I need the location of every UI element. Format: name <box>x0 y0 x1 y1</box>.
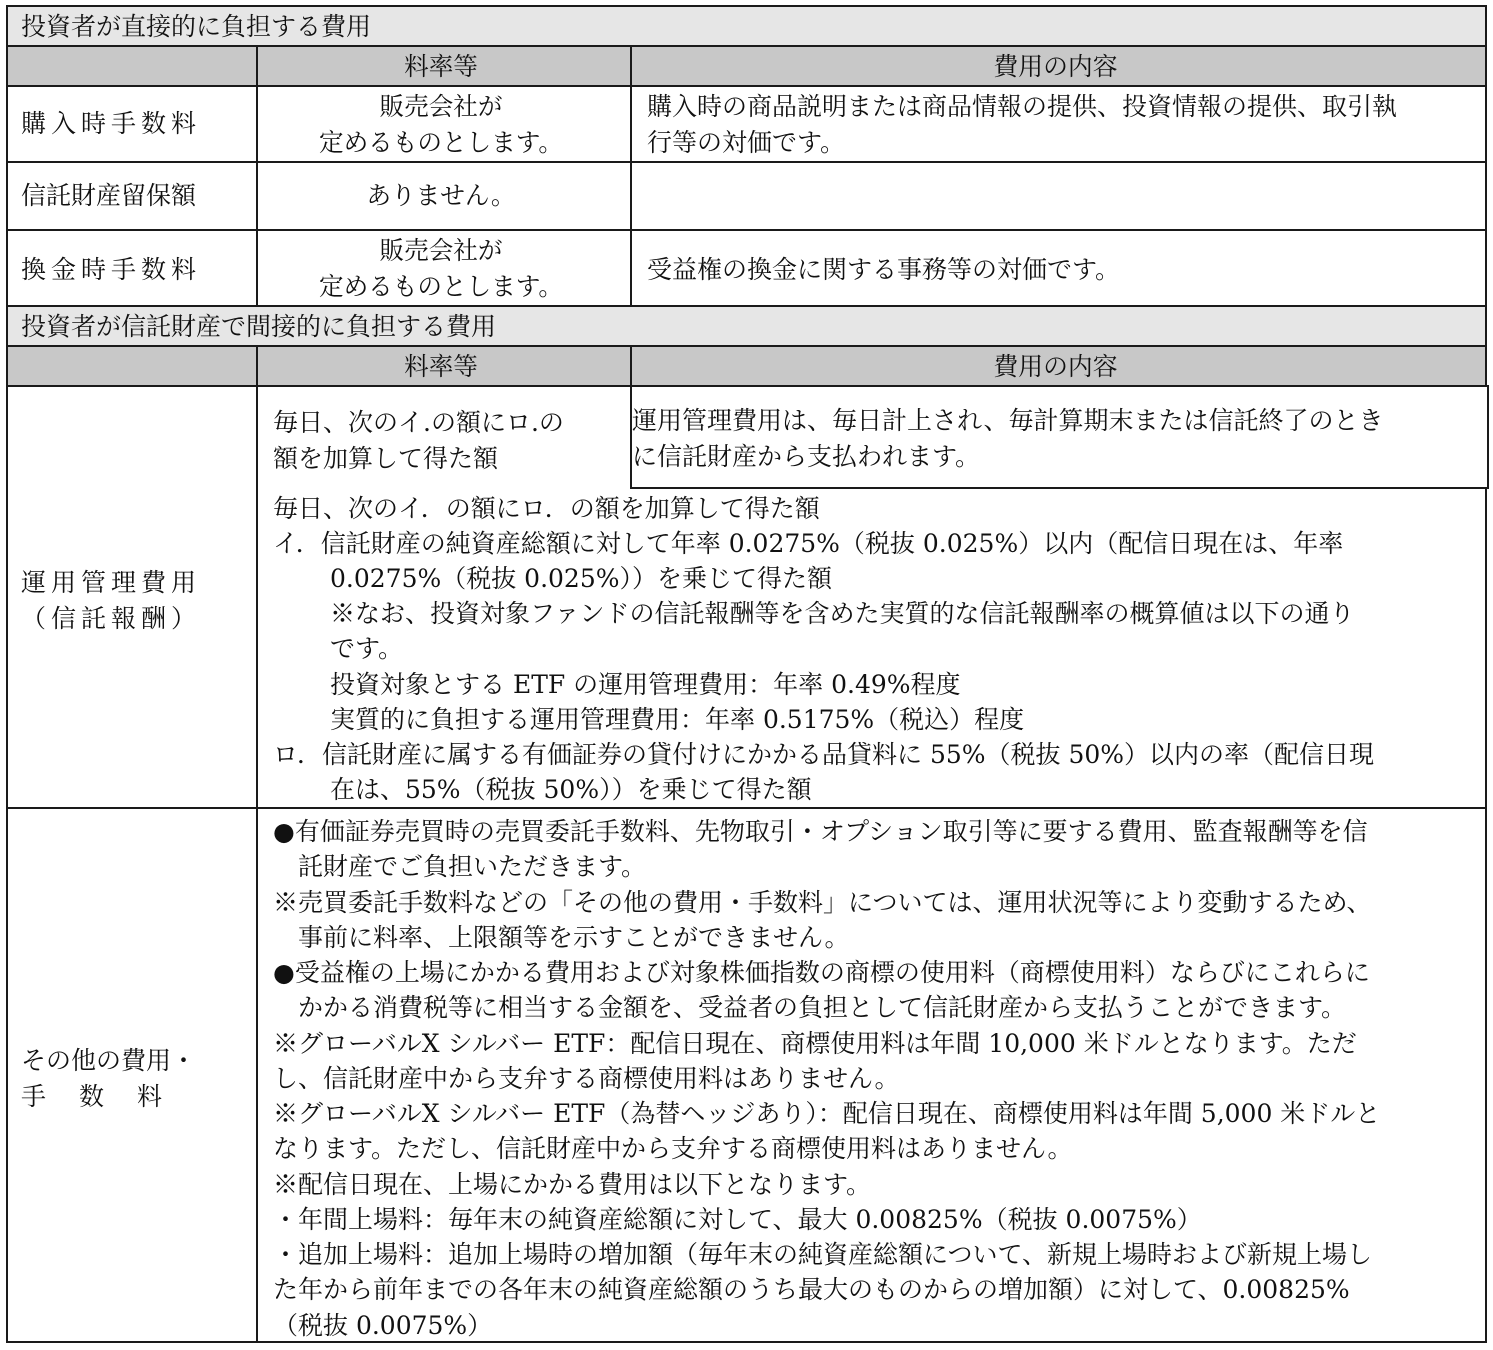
purchase-fee-content-line: 行等の対価です。 <box>647 128 846 157</box>
purchase-fee-content-cell <box>630 85 1487 163</box>
redemption-fee-rate-line: 販売会社が <box>379 236 503 265</box>
redemption-fee-content-cell <box>630 229 1487 307</box>
retention-rate-text: ありません。 <box>366 181 516 210</box>
other-fees-line: かかる消費税等に相当する金額を、受益者の負担として信託財産から支払うことができます。 <box>298 993 1347 1022</box>
purchase-fee-rate-cell <box>256 85 632 163</box>
direct-fees-section-title <box>6 5 1487 47</box>
management-fee-label-line: 運用管理費用 <box>21 568 202 597</box>
management-fee-rate-line: 毎日、次のイ.の額にロ.の <box>273 408 564 437</box>
other-fees-line: し、信託財産中から支弁する商標使用料はありません。 <box>273 1064 900 1093</box>
other-fees-line: ※グローバルX シルバー ETF（為替ヘッジあり）：配信日現在、商標使用料は年間 5,000 米ドルと <box>273 1099 1381 1128</box>
indirect-header-content-text: 費用の内容 <box>993 352 1118 381</box>
management-fee-content-box <box>630 385 1489 489</box>
management-fee-detail-line: 在は、55%（税抜 50%））を乗じて得た額 <box>330 775 812 804</box>
management-fee-detail-line: 実質的に負担する運用管理費用：年率 0.5175%（税込）程度 <box>330 705 1025 734</box>
management-fee-content-line: 運用管理費用は、毎日計上され、毎計算期末または信託終了のとき <box>632 406 1384 435</box>
management-fee-content-line: に信託財産から支払われます。 <box>632 442 981 471</box>
management-fee-detail-line: 毎日、次のイ．の額にロ．の額を加算して得た額 <box>273 494 820 523</box>
purchase-fee-rate-line: 定めるものとします。 <box>318 128 564 157</box>
other-fees-label-line: 手 数 料 <box>21 1082 167 1111</box>
indirect-header-content-cell <box>630 345 1487 387</box>
other-fees-line: 託財産でご負担いただきます。 <box>298 852 647 881</box>
other-fees-line: ・年間上場料：毎年末の純資産総額に対して、最大 0.00825%（税抜 0.0075%） <box>273 1205 1202 1234</box>
indirect-fees-title-text: 投資者が信託財産で間接的に負担する費用 <box>21 312 497 341</box>
other-fees-label-line: その他の費用・ <box>21 1046 197 1075</box>
purchase-fee-rate-line: 販売会社が <box>379 92 503 121</box>
purchase-fee-label-cell <box>6 85 258 163</box>
other-fees-line: ・追加上場料：追加上場時の増加額（毎年末の純資産総額について、新規上場時および新規上場し <box>273 1240 1373 1269</box>
direct-fees-title-text: 投資者が直接的に負担する費用 <box>21 12 372 41</box>
management-fee-detail-line: ※なお、投資対象ファンドの信託報酬等を含めた実質的な信託報酬率の概算値は以下の通り <box>330 599 1355 628</box>
other-fees-line: た年から前年までの各年末の純資産総額のうち最大のものからの増加額）に対して、0.00825% <box>273 1275 1350 1304</box>
other-fees-line: なります。ただし、信託財産中から支弁する商標使用料はありません。 <box>273 1134 1073 1163</box>
redemption-fee-rate-line: 定めるものとします。 <box>318 272 564 301</box>
redemption-fee-rate-cell <box>256 229 632 307</box>
other-fees-label-cell <box>6 807 258 1343</box>
indirect-header-rate-cell <box>256 345 632 387</box>
other-fees-line: （税抜 0.0075%） <box>273 1311 493 1340</box>
other-fees-line: ●有価証券売買時の売買委託手数料、先物取引・オプション取引等に要する費用、監査報酬等を信 <box>273 817 1368 846</box>
purchase-fee-label: 購入時手数料 <box>21 109 202 138</box>
direct-header-rate-text: 料率等 <box>404 52 478 81</box>
other-fees-line: ※配信日現在、上場にかかる費用は以下となります。 <box>273 1170 872 1199</box>
retention-label: 信託財産留保額 <box>21 181 197 210</box>
direct-header-rate-cell <box>256 45 632 87</box>
management-fee-label-line: （信託報酬） <box>21 604 202 633</box>
retention-rate-cell <box>256 161 632 231</box>
management-fee-detail-line: 0.0275%（税抜 0.025%））を乗じて得た額 <box>330 564 833 593</box>
other-fees-content-cell <box>256 807 1487 1343</box>
management-fee-rate-line: 額を加算して得た額 <box>273 444 499 473</box>
management-fee-detail-line: 投資対象とする ETF の運用管理費用：年率 0.49%程度 <box>330 670 961 699</box>
management-fee-body-cell <box>256 385 1487 809</box>
other-fees-line: 事前に料率、上限額等を示すことができません。 <box>298 923 850 952</box>
management-fee-label-cell <box>6 385 258 809</box>
other-fees-line: ※グローバルX シルバー ETF：配信日現在、商標使用料は年間 10,000 米ドルとなります。ただ <box>273 1029 1357 1058</box>
retention-content-cell <box>630 161 1487 231</box>
other-fees-line: ●受益権の上場にかかる費用および対象株価指数の商標の使用料（商標使用料）ならびにこれらに <box>273 958 1370 987</box>
management-fee-detail-line: イ．信託財産の純資産総額に対して年率 0.0275%（税抜 0.025%）以内（配信日現在は、年率 <box>273 529 1344 558</box>
indirect-header-rate-text: 料率等 <box>404 352 478 381</box>
redemption-fee-label: 換金時手数料 <box>21 255 202 284</box>
redemption-fee-content-line: 受益権の換金に関する事務等の対価です。 <box>647 255 1121 284</box>
management-fee-detail-line: ロ．信託財産に属する有価証券の貸付けにかかる品貸料に 55%（税抜 50%）以内の率（配信日現 <box>273 740 1375 769</box>
indirect-header-label-cell <box>6 345 258 387</box>
retention-label-cell <box>6 161 258 231</box>
indirect-fees-section-title <box>6 305 1487 347</box>
direct-header-label-cell <box>6 45 258 87</box>
management-fee-detail-line: です。 <box>330 634 404 663</box>
purchase-fee-content-line: 購入時の商品説明または商品情報の提供、投資情報の提供、取引執 <box>647 92 1398 121</box>
other-fees-line: ※売買委託手数料などの「その他の費用・手数料」については、運用状況等により変動するため、 <box>273 888 1372 917</box>
direct-header-content-text: 費用の内容 <box>993 52 1118 81</box>
fee-table <box>6 5 1487 1343</box>
redemption-fee-label-cell <box>6 229 258 307</box>
direct-header-content-cell <box>630 45 1487 87</box>
